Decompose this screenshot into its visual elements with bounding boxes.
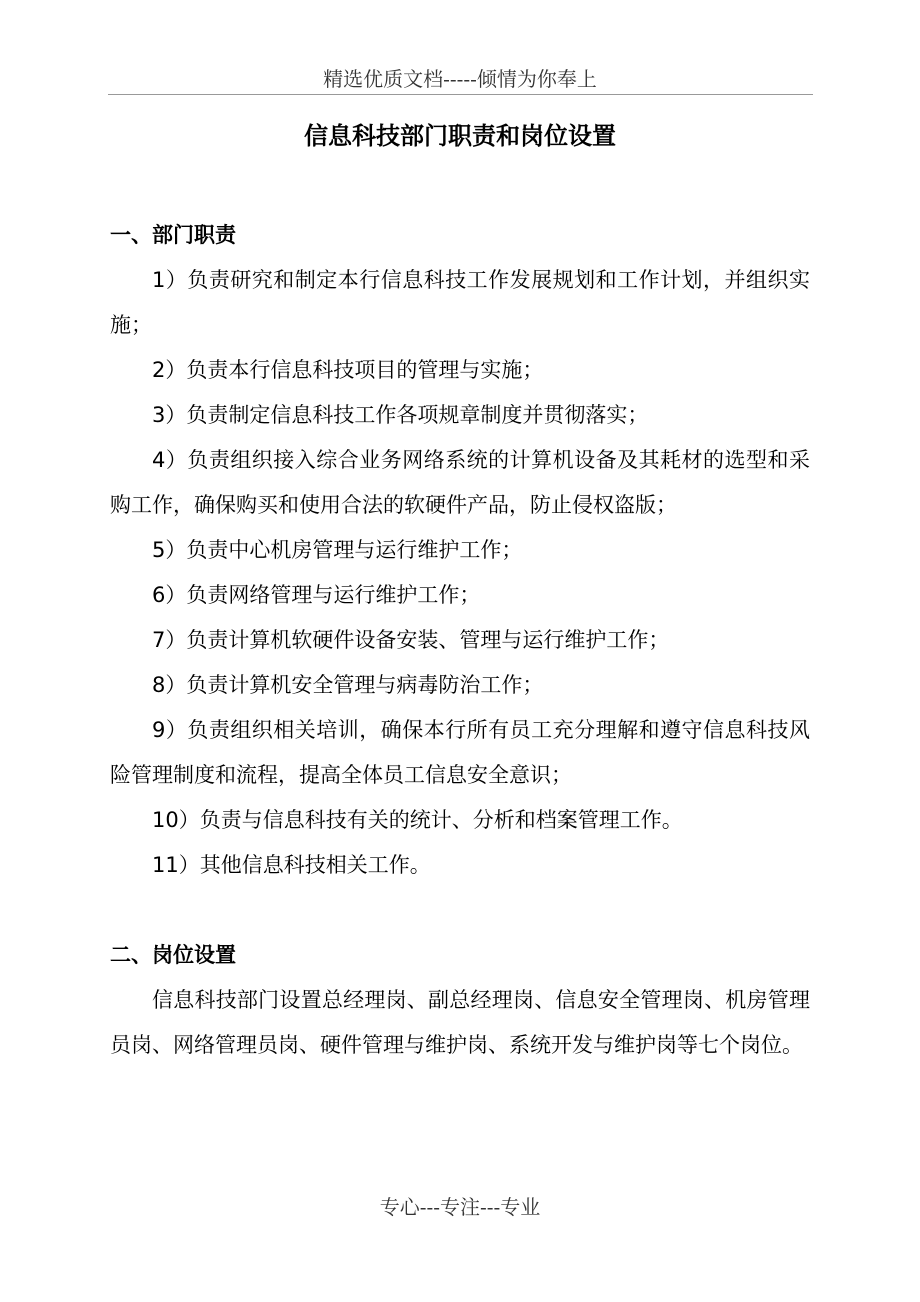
document-body (110, 213, 810, 1068)
duty-item: 9）负责组织相关培训，确保本行所有员工充分理解和遵守信息科技风险管理制度和流程，提高全体员工信息安全意识； (110, 718, 810, 787)
section-heading-duties: 一、部门职责 (110, 223, 236, 247)
duty-item: 7）负责计算机软硬件设备安装、管理与运行维护工作； (152, 628, 670, 652)
document-title: 信息科技部门职责和岗位设置 (304, 122, 616, 150)
duty-item: 4）负责组织接入综合业务网络系统的计算机设备及其耗材的选型和采购工作，确保购买和使用合法的软硬件产品，防止侵权盗版； (110, 448, 810, 517)
duty-item: 10）负责与信息科技有关的统计、分析和档案管理工作。 (152, 808, 683, 832)
duty-item: 11）其他信息科技相关工作。 (152, 853, 431, 877)
section-spacer (110, 888, 810, 933)
duty-item: 5）负责中心机房管理与运行维护工作； (152, 538, 523, 562)
duty-item: 1）负责研究和制定本行信息科技工作发展规划和工作计划，并组织实施； (110, 268, 810, 337)
duty-item: 3）负责制定信息科技工作各项规章制度并贯彻落实； (152, 403, 649, 427)
page-footer-text: 专心---专注---专业 (379, 1195, 541, 1219)
duty-item: 8）负责计算机安全管理与病毒防治工作； (152, 673, 544, 697)
posts-paragraph: 信息科技部门设置总经理岗、副总经理岗、信息安全管理岗、机房管理员岗、网络管理员岗、硬件管理与维护岗、系统开发与维护岗等七个岗位。 (110, 988, 810, 1057)
header-divider (108, 94, 813, 95)
page-header-text: 精选优质文档-----倾情为你奉上 (323, 67, 597, 91)
section-heading-posts: 二、岗位设置 (110, 943, 236, 967)
duty-item: 6）负责网络管理与运行维护工作； (152, 583, 481, 607)
duty-item: 2）负责本行信息科技项目的管理与实施； (152, 358, 544, 382)
